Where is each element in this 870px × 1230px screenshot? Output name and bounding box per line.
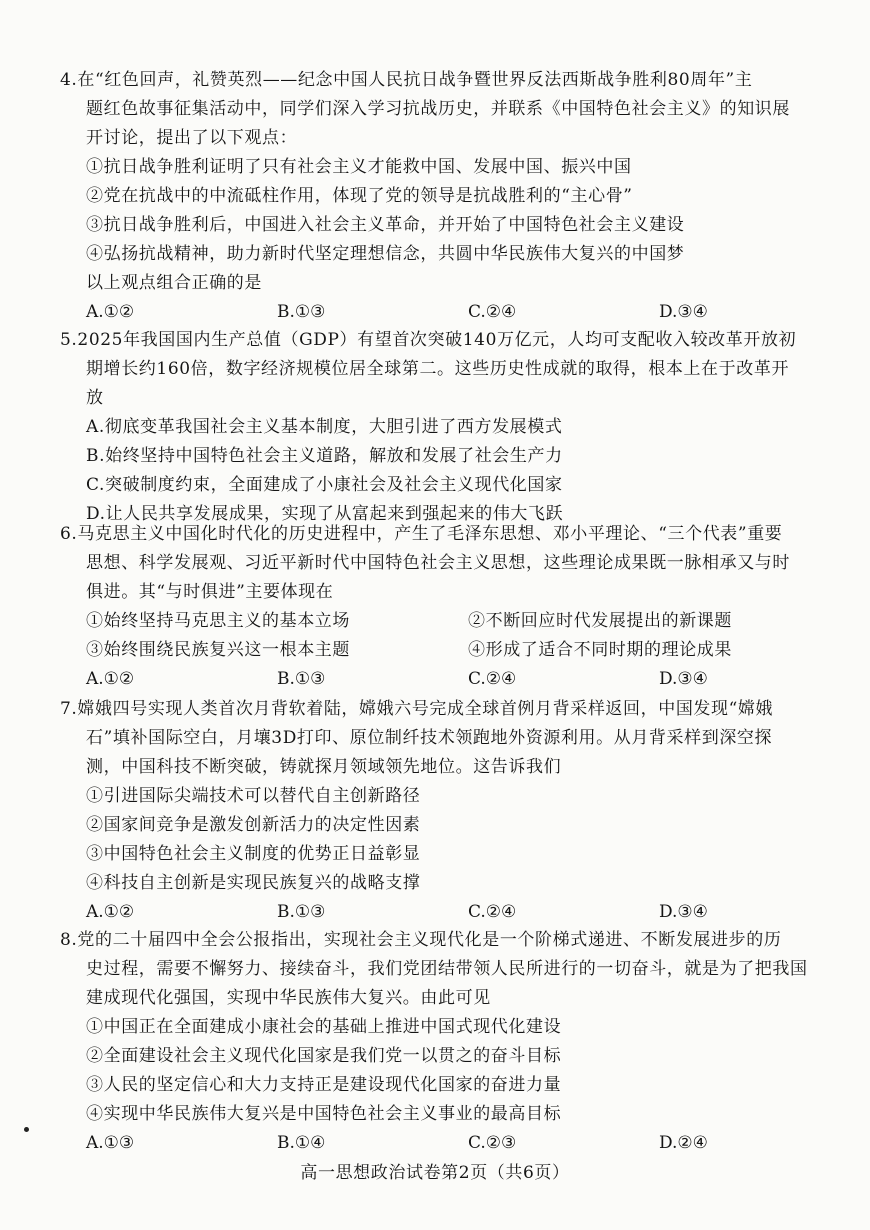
statement: ④实现中华民族伟大复兴是中国特色社会主义事业的最高目标 [86, 1104, 562, 1124]
option-d[interactable]: D.③④ [659, 902, 708, 922]
answer-options [60, 1129, 850, 1158]
statement: ②全面建设社会主义现代化国家是我们党一以贯之的奋斗目标 [86, 1046, 562, 1066]
statement-row [60, 636, 850, 665]
question-8 [60, 926, 850, 1158]
option-c[interactable]: C.②④ [468, 902, 517, 922]
answer-options [60, 298, 850, 327]
option-a[interactable]: A.彻底变革我国社会主义基本制度，大胆引进了西方发展模式 [86, 417, 563, 437]
option-a[interactable]: A.①② [86, 902, 135, 922]
statement: ③人民的坚定信心和大力支持正是建设现代化国家的奋进力量 [86, 1075, 562, 1095]
option-d[interactable]: D.②④ [659, 1133, 708, 1153]
option-c[interactable]: C.②③ [468, 1133, 517, 1153]
question-stem-line [60, 695, 850, 724]
question-stem-line: 题红色故事征集活动中，同学们深入学习抗战历史，并联系《中国特色社会主义》的知识展 [86, 99, 790, 119]
question-stem-line: 史过程，需要不懈努力、接续奋斗，我们党团结带领人民所进行的一切奋斗，就是为了把我国 [86, 959, 808, 979]
statement: ①始终坚持马克思主义的基本立场 [86, 611, 350, 631]
stem-text: 在“红色回声，礼赞英烈——纪念中国人民抗日战争暨世界反法西斯战争胜利80周年”主 [77, 70, 753, 90]
option-d[interactable]: D.③④ [659, 302, 708, 322]
option-a[interactable]: A.①② [86, 669, 135, 689]
option-a[interactable]: A.①② [86, 302, 135, 322]
statement: ③始终围绕民族复兴这一根本主题 [86, 640, 350, 660]
stem-text: 嫦娥四号实现人类首次月背软着陆，嫦娥六号完成全球首例月背采样返回，中国发现“嫦娥 [77, 699, 774, 719]
answer-options [60, 665, 850, 694]
statement: ①引进国际尖端技术可以替代自主创新路径 [86, 786, 421, 806]
statement: ③抗日战争胜利后，中国进入社会主义革命，并开始了中国特色社会主义建设 [86, 215, 685, 235]
option-c[interactable]: C.②④ [468, 302, 517, 322]
question-stem-line: 开讨论，提出了以下观点： [86, 128, 298, 148]
statement: ①抗日战争胜利证明了只有社会主义才能救中国、发展中国、振兴中国 [86, 157, 632, 177]
statement-row [60, 607, 850, 636]
question-stem-line [60, 926, 850, 955]
option-b[interactable]: B.①③ [277, 669, 326, 689]
option-a[interactable]: A.①③ [86, 1133, 135, 1153]
answer-options [60, 898, 850, 927]
statement: ①中国正在全面建成小康社会的基础上推进中国式现代化建设 [86, 1017, 562, 1037]
question-number: 5. [60, 330, 78, 350]
question-stem-line: 放 [86, 388, 104, 408]
option-c[interactable]: C.突破制度约束，全面建成了小康社会及社会主义现代化国家 [86, 475, 563, 495]
question-stem-line [60, 326, 850, 355]
statement: ②国家间竞争是激发创新活力的决定性因素 [86, 815, 421, 835]
question-7 [60, 695, 850, 927]
option-d[interactable]: D.让人民共享发展成果，实现了从富起来到强起来的伟大飞跃 [86, 504, 564, 524]
statement: ④弘扬抗战精神，助力新时代坚定理想信念，共圆中华民族伟大复兴的中国梦 [86, 244, 685, 264]
option-d[interactable]: D.③④ [659, 669, 708, 689]
statement: ④形成了适合不同时期的理论成果 [468, 640, 732, 660]
question-stem-line: 期增长约160倍，数字经济规模位居全球第二。这些历史性成就的取得，根本上在于改革开 [86, 359, 790, 379]
page-footer: 高一思想政治试卷第2页（共6页） [300, 1163, 570, 1183]
option-b[interactable]: B.①③ [277, 902, 326, 922]
statement: ③中国特色社会主义制度的优势正日益彰显 [86, 844, 421, 864]
option-c[interactable]: C.②④ [468, 669, 517, 689]
question-5 [60, 326, 850, 529]
question-stem-line [60, 520, 850, 549]
question-stem-line: 俱进。其“与时俱进”主要体现在 [86, 582, 334, 602]
question-6 [60, 520, 850, 694]
question-stem-line: 石”填补国际空白，月壤3D打印、原位制纤技术领跑地外资源利用。从月背采样到深空探 [86, 728, 773, 748]
statement: ②党在抗战中的中流砥柱作用，体现了党的领导是抗战胜利的“主心骨” [86, 186, 633, 206]
question-number: 7. [60, 699, 78, 719]
question-4 [60, 66, 850, 327]
question-stem-line: 测，中国科技不断突破，铸就探月领域领先地位。这告诉我们 [86, 757, 562, 777]
question-number: 4. [60, 70, 78, 90]
statement: ④科技自主创新是实现民族复兴的战略支撑 [86, 873, 421, 893]
question-stem-line: 建成现代化强国，实现中华民族伟大复兴。由此可见 [86, 988, 491, 1008]
option-b[interactable]: B.①④ [277, 1133, 326, 1153]
stray-mark [24, 1127, 29, 1132]
question-prompt: 以上观点组合正确的是 [86, 273, 262, 293]
stem-text: 2025年我国国内生产总值（GDP）有望首次突破140万亿元，人均可支配收入较改革开放初 [77, 330, 797, 350]
option-b[interactable]: B.①③ [277, 302, 326, 322]
statement: ②不断回应时代发展提出的新课题 [468, 611, 732, 631]
question-stem-line: 思想、科学发展观、习近平新时代中国特色社会主义思想，这些理论成果既一脉相承又与时 [86, 553, 790, 573]
question-stem-line [60, 66, 850, 95]
question-number: 6. [60, 524, 78, 544]
option-b[interactable]: B.始终坚持中国特色社会主义道路，解放和发展了社会生产力 [86, 446, 563, 466]
question-number: 8. [60, 930, 78, 950]
stem-text: 马克思主义中国化时代化的历史进程中，产生了毛泽东思想、邓小平理论、“三个代表”重要 [77, 524, 783, 544]
stem-text: 党的二十届四中全会公报指出，实现社会主义现代化是一个阶梯式递进、不断发展进步的历 [77, 930, 782, 950]
